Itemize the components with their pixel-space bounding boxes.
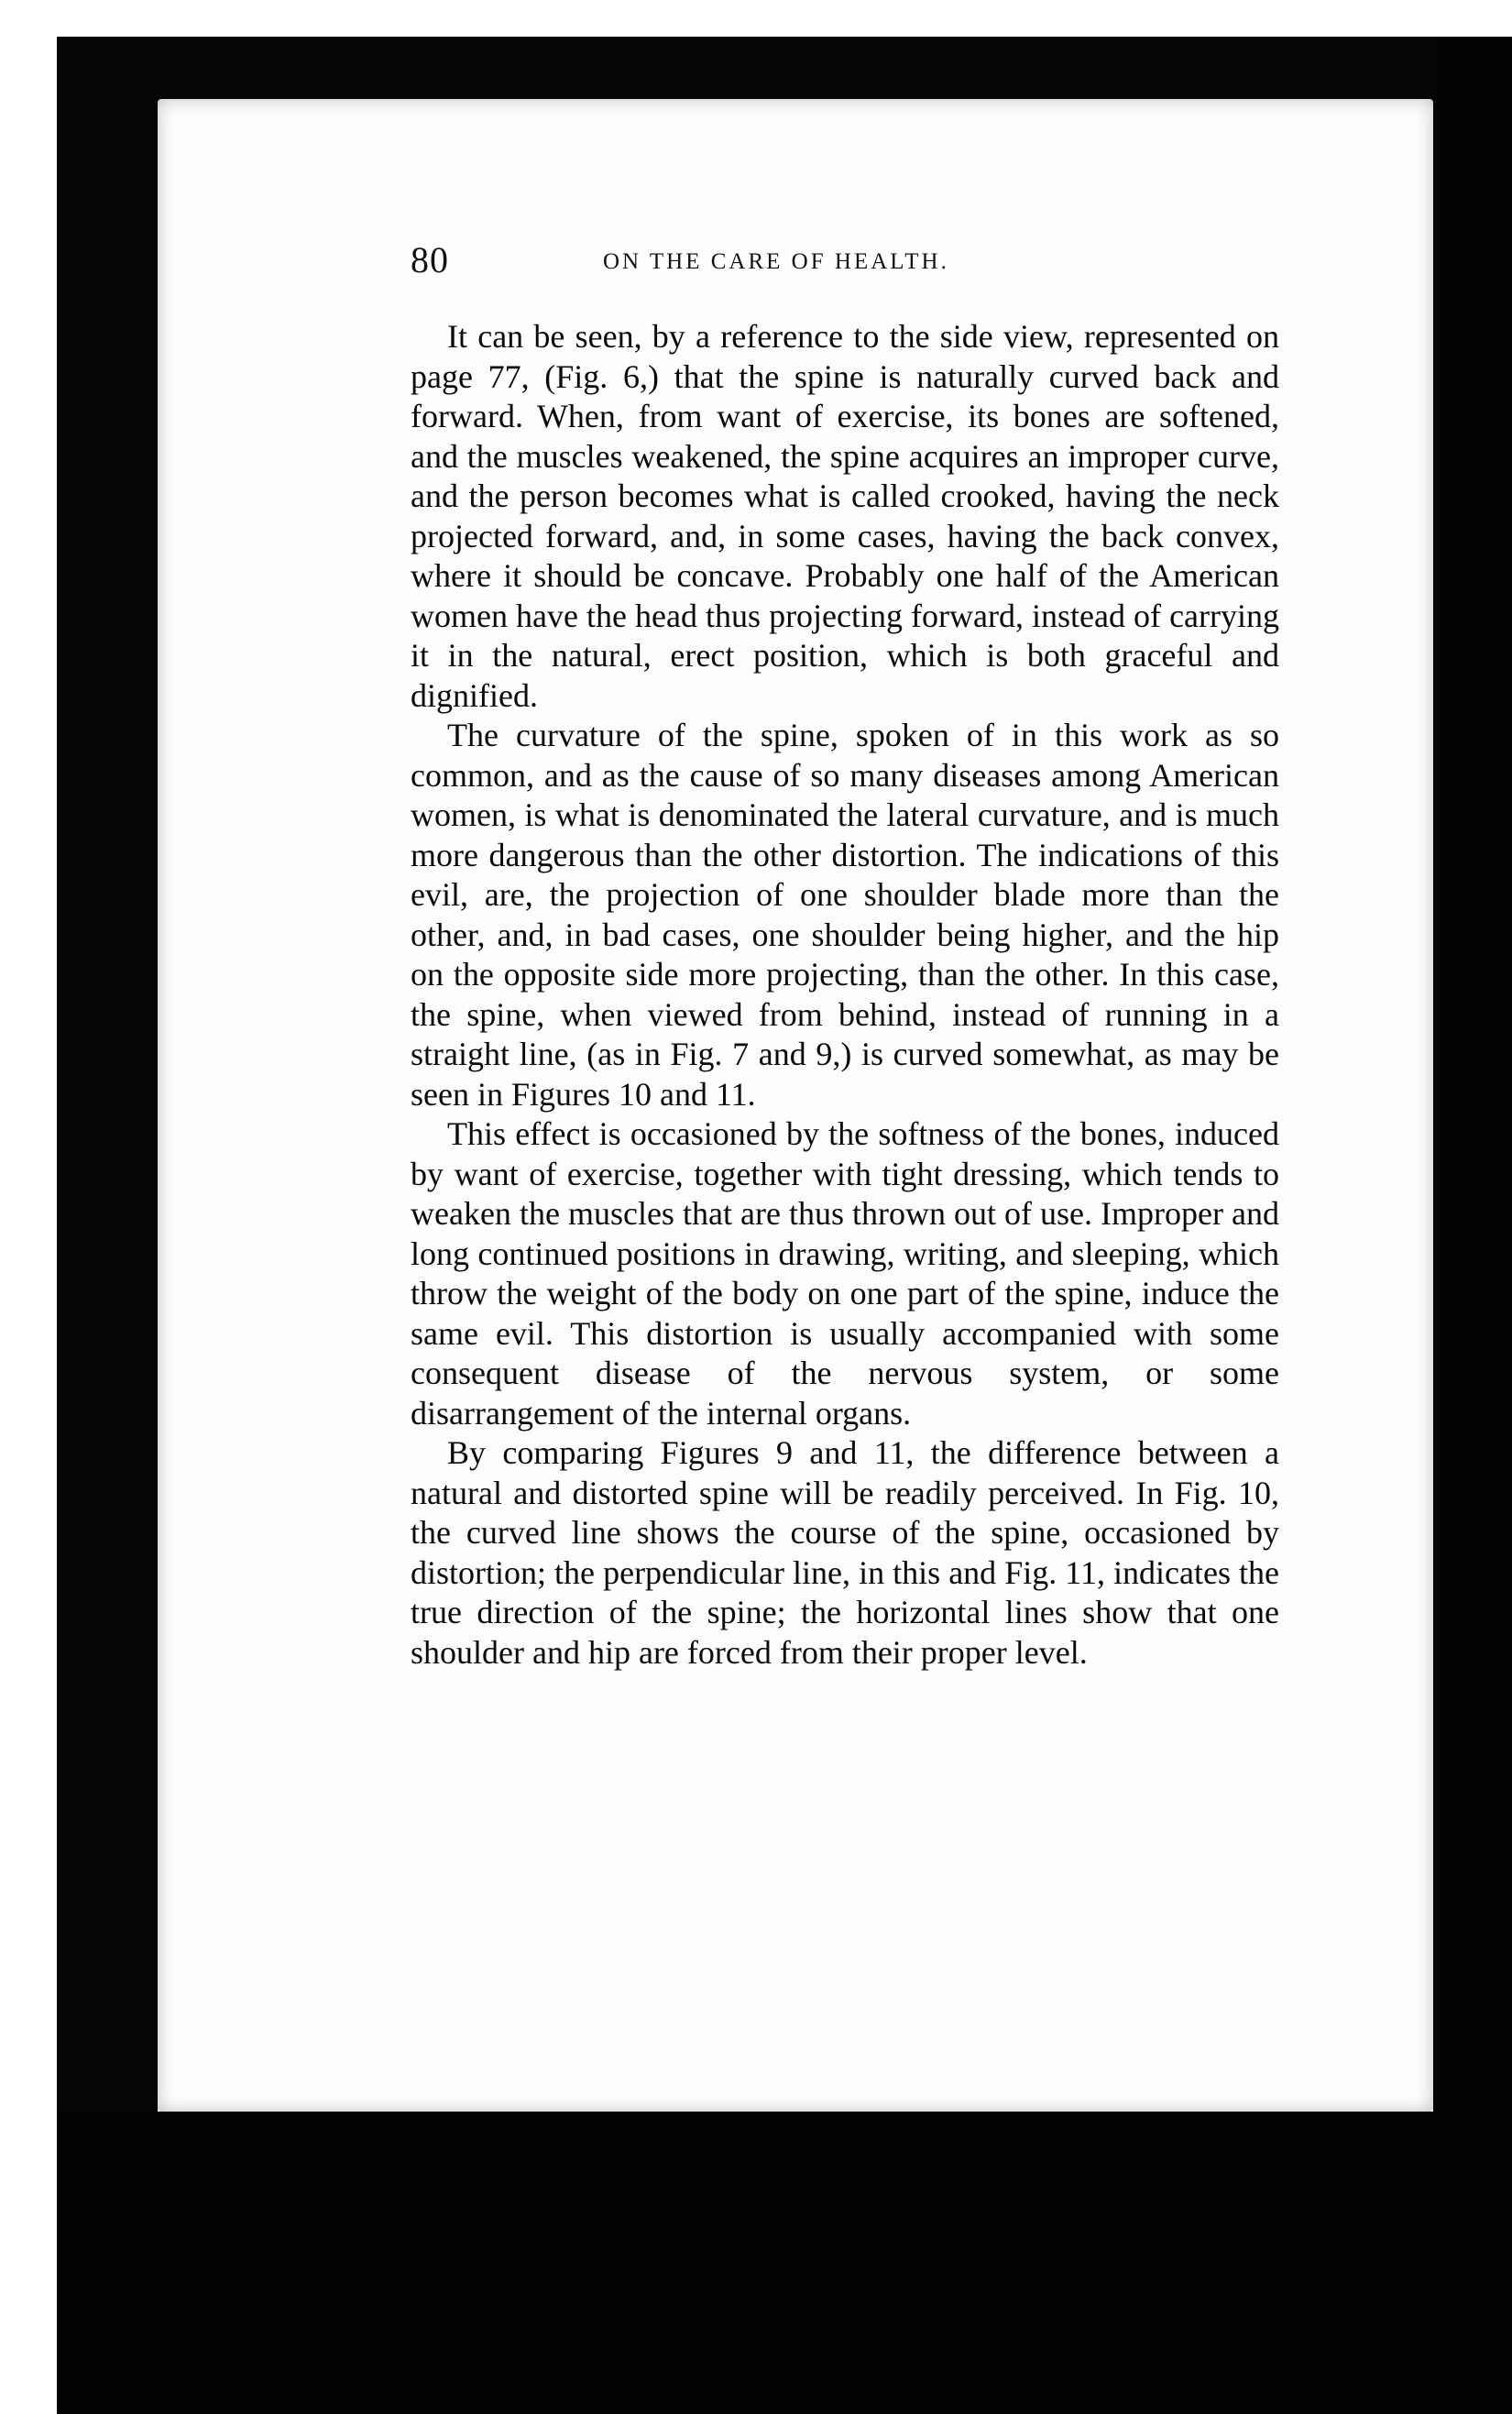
paragraph-4: By comparing Figures 9 and 11, the difference between a natural and distorted spine will be readily perceived. In Fig. 10, the curved line shows the course of the spine, occasioned by distortion; the perpendicular line, in this and Fig. 11, indicates the true direction of the spine; the horizontal lines show that one shoulder and hip are forced from their proper level. [411, 1434, 1279, 1671]
paragraph-2: The curvature of the spine, spoken of in this work as so common, and as the cause of so many diseases among American women, is what is denominated the lateral curvature, and is much more dangerous than the other distortion. The indications of this evil, are, the projection of one shoulder blade more than the other, and, in bad cases, one shoulder being higher, and the hip on the opposite side more projecting, than the other. In this case, the spine, when viewed from behind, instead of running in a straight line, (as in Fig. 7 and 9,) is curved somewhat, as may be seen in Figures 10 and 11. [411, 717, 1279, 1113]
body-text [411, 317, 1279, 1673]
paragraph-1: It can be seen, by a reference to the side view, represented on page 77, (Fig. 6,) that the spine is naturally curved back and forward. When, from want of exercise, its bones are softened, and the muscles weakened, the spine acquires an improper curve, and the person becomes what is called crooked, having the neck projected forward, and, in some cases, having the back convex, where it should be concave. Probably one half of the American women have the head thus projecting forward, instead of carrying it in the natural, erect position, which is both graceful and dignified. [411, 318, 1279, 714]
running-title: ON THE CARE OF HEALTH. [603, 249, 949, 274]
page-header [411, 238, 1272, 284]
page-number: 80 [411, 239, 449, 280]
scanner-shadow-left [57, 37, 158, 2414]
scanner-shadow-right [1433, 37, 1512, 2414]
scanner-margin-left [0, 0, 57, 2414]
paragraph-3: This effect is occasioned by the softness of the bones, induced by want of exercise, together with tight dressing, which tends to weaken the muscles that are thus thrown out of use. Improper and long continued positions in drawing, writing, and sleeping, which throw the weight of the body on one part of the spine, induce the same evil. This distortion is usually accompanied with some consequent disease of the nervous system, or some disarrangement of the internal organs. [411, 1115, 1279, 1432]
scanner-shadow-bottom [57, 2112, 1512, 2414]
